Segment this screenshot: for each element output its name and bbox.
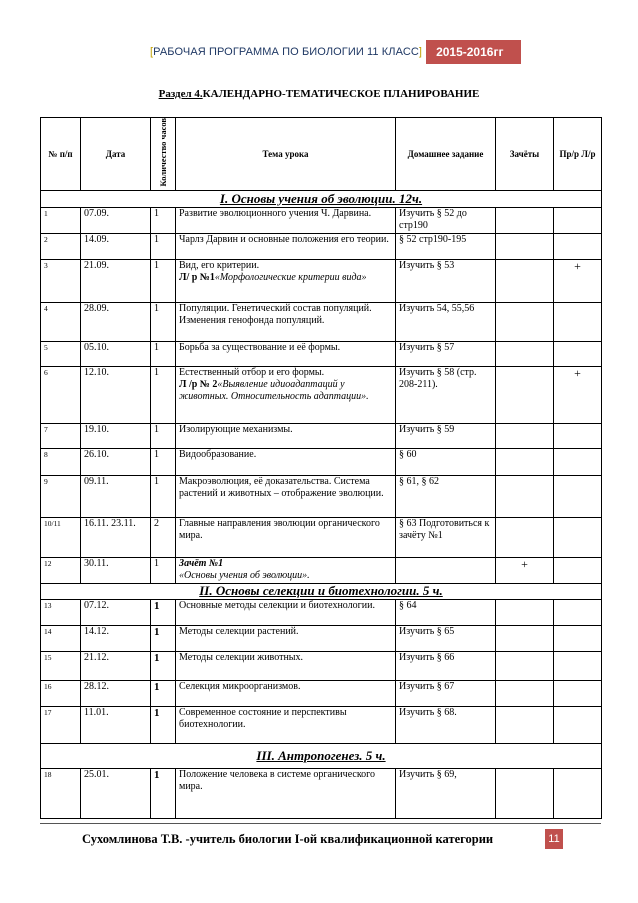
table-cell (554, 517, 602, 557)
table-cell (554, 680, 602, 706)
table-cell (496, 517, 554, 557)
header-year-badge: 2015-2016гг (426, 40, 521, 64)
table-cell: 1 (151, 599, 176, 625)
table-cell: Методы селекции растений. (176, 625, 396, 651)
table-cell: Изучить § 65 (396, 625, 496, 651)
table-cell: 1 (151, 366, 176, 423)
table-cell: 5 (41, 341, 81, 366)
table-cell (554, 768, 602, 818)
table-cell: Борьба за существование и её формы. (176, 341, 396, 366)
table-row (41, 475, 602, 517)
table-cell (396, 557, 496, 583)
table-cell: 1 (151, 423, 176, 448)
cell-text: Естественный отбор и его формы. (179, 366, 325, 378)
table-cell (554, 651, 602, 680)
table-cell: § 60 (396, 448, 496, 475)
table-cell (496, 625, 554, 651)
table-cell: 16 (41, 680, 81, 706)
table-cell: 1 (151, 448, 176, 475)
page-number: 11 (545, 829, 563, 849)
header-date: Дата (81, 118, 151, 191)
table-cell (554, 706, 602, 743)
table-row (41, 651, 602, 680)
table-cell: I. Основы учения об эволюции. 12ч. (41, 190, 602, 207)
table-cell: II. Основы селекции и биотехнологии. 5 ч. (41, 583, 602, 599)
table-cell: Изучить 54, 55,56 (396, 302, 496, 341)
table-cell: Чарлз Дарвин и основные положения его теории. (176, 233, 396, 259)
table-cell: Развитие эволюционного учения Ч. Дарвина. (176, 207, 396, 233)
cell-text: Вид, его критерии. (179, 259, 260, 271)
table-cell: Изучить § 58 (стр. 208-211). (396, 366, 496, 423)
table-cell (496, 302, 554, 341)
section-row (41, 743, 602, 768)
table-cell: + (554, 259, 602, 302)
table-cell: 26.10. (81, 448, 151, 475)
table-cell: III. Антропогенез. 5 ч. (41, 743, 602, 768)
table-cell: 1 (151, 207, 176, 233)
table-cell: 1 (151, 706, 176, 743)
table-cell (496, 448, 554, 475)
table-row (41, 599, 602, 625)
cell-text: Л/ р №1 (179, 271, 215, 283)
table-cell: Главные направления эволюции органического мира. (176, 517, 396, 557)
table-cell: Современное состояние и перспективы биотехнологии. (176, 706, 396, 743)
thematic-plan-table (40, 117, 602, 819)
table-cell: Изучить § 66 (396, 651, 496, 680)
table-cell: 7 (41, 423, 81, 448)
table-cell: Видообразование. (176, 448, 396, 475)
table-cell: Изучить § 52 до стр190 (396, 207, 496, 233)
table-cell: § 63 Подготовиться к зачёту №1 (396, 517, 496, 557)
header-hours: Количество часов (151, 118, 176, 191)
table-row (41, 207, 602, 233)
table-cell (496, 651, 554, 680)
table-cell: 14.12. (81, 625, 151, 651)
table-cell: Изолирующие механизмы. (176, 423, 396, 448)
table-cell: 19.10. (81, 423, 151, 448)
table-cell (496, 475, 554, 517)
table-row (41, 768, 602, 818)
table-cell: Популяции. Генетический состав популяций. Изменения генофонда популяций. (176, 302, 396, 341)
table-cell: Изучить § 68. (396, 706, 496, 743)
table-cell: § 61, § 62 (396, 475, 496, 517)
table-cell: 1 (151, 302, 176, 341)
table-row (41, 302, 602, 341)
table-row (41, 259, 602, 302)
table-cell: Изучить § 57 (396, 341, 496, 366)
table-cell: 16.11. 23.11. (81, 517, 151, 557)
table-cell (496, 366, 554, 423)
table-cell (554, 625, 602, 651)
table-cell (554, 302, 602, 341)
table-row (41, 366, 602, 423)
table-cell: 6 (41, 366, 81, 423)
table-cell: 28.12. (81, 680, 151, 706)
header-topic: Тема урока (176, 118, 396, 191)
section-heading: КАЛЕНДАРНО-ТЕМАТИЧЕСКОЕ ПЛАНИРОВАНИЕ (202, 88, 480, 100)
page-header (150, 40, 521, 64)
table-row (41, 517, 602, 557)
table-cell: Положение человека в системе органического мира. (176, 768, 396, 818)
section-number: Раздел 4. (158, 88, 203, 100)
table-cell: 05.10. (81, 341, 151, 366)
table-cell (554, 448, 602, 475)
table-cell (554, 207, 602, 233)
table-row (41, 423, 602, 448)
table-cell: 1 (151, 233, 176, 259)
table-cell (496, 259, 554, 302)
table-cell: 1 (151, 768, 176, 818)
table-cell: 14 (41, 625, 81, 651)
table-cell (496, 341, 554, 366)
table-cell: 1 (151, 259, 176, 302)
table-cell (496, 599, 554, 625)
table-cell: 09.11. (81, 475, 151, 517)
table-cell: 1 (151, 651, 176, 680)
table-cell: 28.09. (81, 302, 151, 341)
header-homework: Домашнее задание (396, 118, 496, 191)
table-cell (496, 233, 554, 259)
header-tests: Зачёты (496, 118, 554, 191)
table-cell: 07.12. (81, 599, 151, 625)
table-cell: 21.12. (81, 651, 151, 680)
table-row (41, 680, 602, 706)
table-cell: Изучить § 67 (396, 680, 496, 706)
table-cell: Изучить § 59 (396, 423, 496, 448)
table-row (41, 706, 602, 743)
table-cell (176, 366, 396, 423)
table-cell (496, 423, 554, 448)
table-cell: 07.09. (81, 207, 151, 233)
footer-author: Сухомлинова Т.В. -учитель биологии I-ой квалификационной категории (82, 832, 494, 846)
table-row (41, 233, 602, 259)
table-cell (496, 680, 554, 706)
table-cell: 2 (41, 233, 81, 259)
table-cell (496, 768, 554, 818)
table-cell: Селекция микроорганизмов. (176, 680, 396, 706)
table-cell: 1 (151, 341, 176, 366)
header-title: [РАБОЧАЯ ПРОГРАММА ПО БИОЛОГИИ 11 КЛАСС] (150, 46, 423, 58)
table-cell: § 64 (396, 599, 496, 625)
table-cell (554, 341, 602, 366)
cell-text: «Выявление идиоадаптаций у животных. Относительность адаптации». (179, 378, 369, 402)
table-cell (554, 423, 602, 448)
table-cell: Макроэволюция, её доказательства. Система растений и животных – отображение эволюции. (176, 475, 396, 517)
table-cell: 15 (41, 651, 81, 680)
table-cell: 3 (41, 259, 81, 302)
table-cell: + (554, 366, 602, 423)
table-cell: 17 (41, 706, 81, 743)
table-cell: Изучить § 69, (396, 768, 496, 818)
table-cell: 1 (151, 625, 176, 651)
table-cell: Методы селекции животных. (176, 651, 396, 680)
table-cell: 13 (41, 599, 81, 625)
table-header-row (41, 118, 602, 191)
table-cell: 18 (41, 768, 81, 818)
table-cell: 11.01. (81, 706, 151, 743)
header-practical: Пр/р Л/р (554, 118, 602, 191)
cell-text: «Основы учения об эволюции». (179, 569, 310, 581)
table-cell: Основные методы селекции и биотехнологии. (176, 599, 396, 625)
table-cell: 21.09. (81, 259, 151, 302)
table-row (41, 448, 602, 475)
table-cell (176, 259, 396, 302)
table-cell (554, 599, 602, 625)
table-cell: 25.01. (81, 768, 151, 818)
table-cell: 4 (41, 302, 81, 341)
footer-divider (40, 823, 601, 824)
table-row (41, 341, 602, 366)
table-cell: + (496, 557, 554, 583)
table-cell: 10/11 (41, 517, 81, 557)
cell-text: «Морфологические критерии вида» (214, 271, 367, 283)
table-cell (554, 233, 602, 259)
table-cell: 12 (41, 557, 81, 583)
table-cell: 12.10. (81, 366, 151, 423)
table-cell: § 52 стр190-195 (396, 233, 496, 259)
table-cell: 30.11. (81, 557, 151, 583)
table-cell (554, 475, 602, 517)
table-cell: 1 (151, 680, 176, 706)
table-cell: 9 (41, 475, 81, 517)
table-cell: 14.09. (81, 233, 151, 259)
cell-text: Л /р № 2 (179, 378, 218, 390)
table-cell (496, 706, 554, 743)
section-title (0, 88, 638, 100)
table-cell (176, 557, 396, 583)
table-cell (554, 557, 602, 583)
cell-text: Зачёт №1 (179, 557, 224, 569)
table-cell: 1 (41, 207, 81, 233)
section-row (41, 583, 602, 599)
table-cell: Изучить § 53 (396, 259, 496, 302)
table-cell: 8 (41, 448, 81, 475)
table-cell: 2 (151, 517, 176, 557)
table-cell (496, 207, 554, 233)
table-row (41, 557, 602, 583)
table-cell: 1 (151, 475, 176, 517)
header-num: № п/п (41, 118, 81, 191)
table-cell: 1 (151, 557, 176, 583)
section-row (41, 190, 602, 207)
table-row (41, 625, 602, 651)
